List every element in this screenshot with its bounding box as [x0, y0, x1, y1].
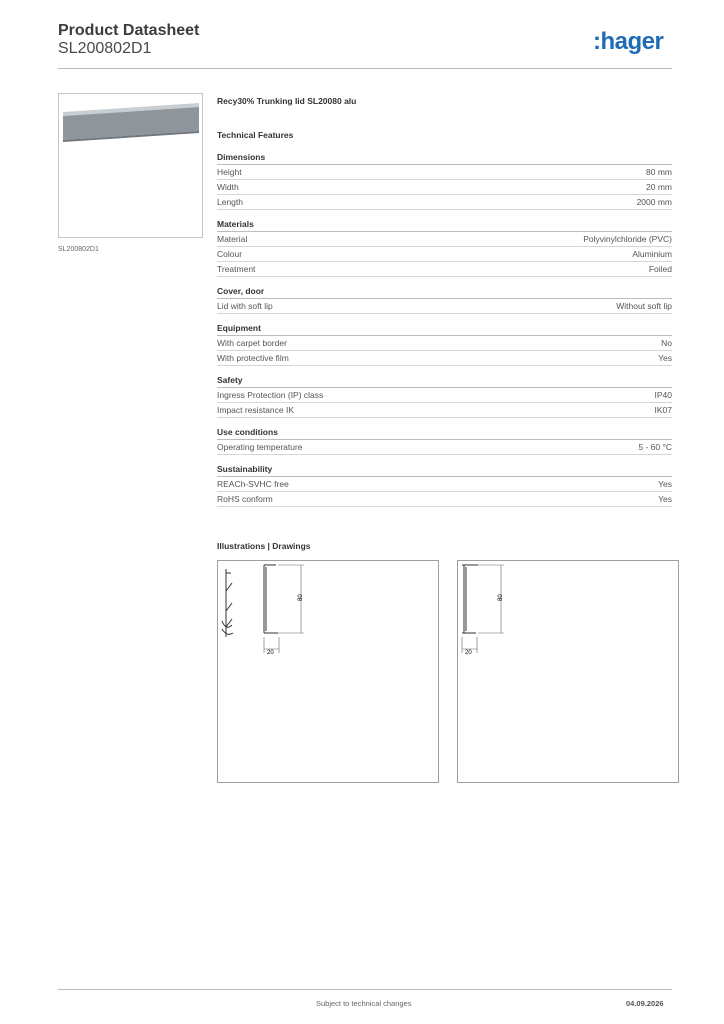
feature-group	[217, 219, 672, 286]
drawing-lid-only	[457, 560, 679, 783]
feature-label: Height	[217, 167, 242, 177]
feature-group-title: Dimensions	[217, 152, 672, 165]
feature-group	[217, 427, 672, 464]
feature-value: IP40	[654, 390, 672, 400]
feature-group-title: Safety	[217, 375, 672, 388]
feature-row	[217, 336, 672, 351]
feature-label: Impact resistance IK	[217, 405, 295, 415]
header-divider	[58, 68, 672, 69]
feature-value: Without soft lip	[616, 301, 672, 311]
product-code: SL200802D1	[58, 40, 152, 57]
footer-divider	[58, 989, 672, 990]
feature-group-title: Use conditions	[217, 427, 672, 440]
feature-label: With carpet border	[217, 338, 287, 348]
feature-row	[217, 440, 672, 455]
feature-label: RoHS conform	[217, 494, 273, 504]
height-dimension-label: 80	[498, 594, 504, 601]
footer-date: 04.09.2026	[626, 999, 664, 1008]
feature-label: Material	[217, 234, 248, 244]
feature-value: Yes	[658, 353, 672, 363]
feature-value: No	[661, 338, 672, 348]
feature-value: Yes	[658, 479, 672, 489]
feature-row	[217, 232, 672, 247]
feature-label: Treatment	[217, 264, 256, 274]
feature-value: Yes	[658, 494, 672, 504]
feature-label: Length	[217, 197, 243, 207]
feature-label: Lid with soft lip	[217, 301, 273, 311]
feature-row	[217, 299, 672, 314]
feature-group-title: Equipment	[217, 323, 672, 336]
feature-value: IK07	[654, 405, 672, 415]
product-details	[217, 96, 672, 516]
feature-group-title: Materials	[217, 219, 672, 232]
feature-row	[217, 351, 672, 366]
feature-row	[217, 195, 672, 210]
height-dimension-label: 80	[298, 594, 304, 601]
feature-value: Polyvinylchloride (PVC)	[583, 234, 672, 244]
feature-group	[217, 375, 672, 427]
feature-value: Foiled	[648, 264, 672, 274]
feature-label: Colour	[217, 249, 243, 259]
feature-row	[217, 388, 672, 403]
feature-label: Ingress Protection (IP) class	[217, 390, 324, 400]
technical-features-title: Technical Features	[217, 130, 294, 140]
feature-label: REACh-SVHC free	[217, 479, 289, 489]
feature-value: 20 mm	[646, 182, 672, 192]
feature-group-title: Cover, door	[217, 286, 672, 299]
product-name: Recy30% Trunking lid SL20080 alu	[217, 96, 357, 106]
feature-label: With protective film	[217, 353, 289, 363]
feature-label: Width	[217, 182, 239, 192]
page-title: Product Datasheet	[58, 22, 200, 39]
feature-group	[217, 286, 672, 323]
feature-groups	[217, 152, 672, 516]
feature-value: Aluminium	[632, 249, 672, 259]
hager-logo: :hager	[593, 28, 664, 55]
feature-row	[217, 180, 672, 195]
feature-row	[217, 165, 672, 180]
feature-group	[217, 464, 672, 516]
feature-row	[217, 492, 672, 507]
trunking-lid-image	[59, 94, 202, 237]
drawing-profile-with-lid	[217, 560, 439, 783]
feature-value: 2000 mm	[636, 197, 672, 207]
product-image-caption: SL200802D1	[58, 246, 99, 253]
footer-note: Subject to technical changes	[316, 999, 412, 1008]
feature-group-title: Sustainability	[217, 464, 672, 477]
feature-value: 80 mm	[646, 167, 672, 177]
illustrations-title: Illustrations | Drawings	[217, 541, 311, 551]
feature-group	[217, 323, 672, 375]
product-image	[58, 93, 203, 238]
feature-group	[217, 152, 672, 219]
width-dimension-label: 20	[465, 650, 472, 656]
feature-row	[217, 477, 672, 492]
feature-label: Operating temperature	[217, 442, 303, 452]
width-dimension-label: 20	[267, 650, 274, 656]
feature-value: 5 - 60 °C	[638, 442, 672, 452]
feature-row	[217, 403, 672, 418]
feature-row	[217, 247, 672, 262]
feature-row	[217, 262, 672, 277]
